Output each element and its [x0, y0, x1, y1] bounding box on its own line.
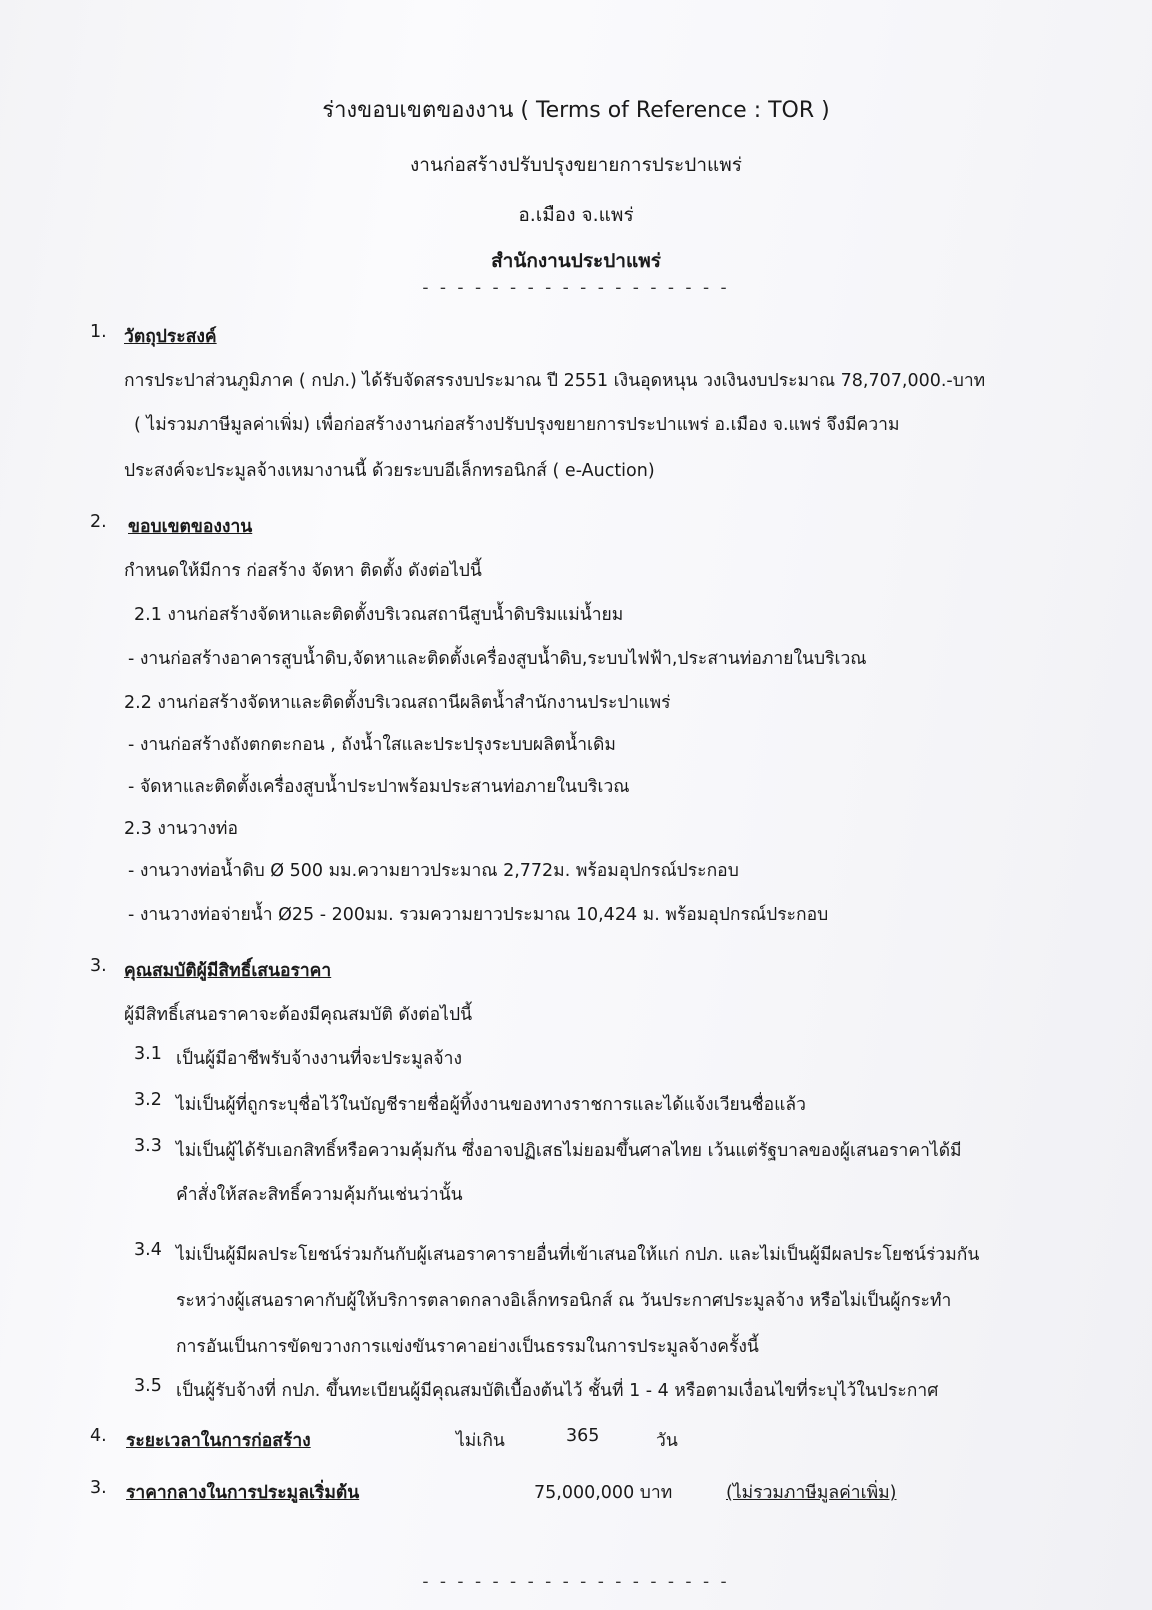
document-title: ร่างขอบเขตของงาน ( Terms of Reference : TOR ) — [322, 98, 830, 123]
section-5-number: 3. — [90, 1478, 107, 1498]
section-1-title: วัตถุประสงค์ — [124, 327, 217, 347]
section-4-title: ระยะเวลาในการก่อสร้าง — [126, 1431, 311, 1451]
section-2-item: - งานก่อสร้างถังตกตะกอน , ถังน้ำใสและประปรุงระบบผลิตน้ำเดิม — [128, 735, 616, 755]
item-3-3-text: ไม่เป็นผู้ได้รับเอกสิทธิ์หรือความคุ้มกัน ซึ่งอาจปฏิเสธไม่ยอมขึ้นศาลไทย เว้นแต่รัฐบาลของผู้เสนอราคาได้มี — [176, 1141, 962, 1161]
section-2-title: ขอบเขตของงาน — [128, 517, 253, 537]
item-3-1-number: 3.1 — [134, 1044, 162, 1064]
duration-prefix: ไม่เกิน — [456, 1431, 505, 1451]
item-3-1-text: เป็นผู้มีอาชีพรับจ้างงานที่จะประมูลจ้าง — [176, 1049, 463, 1069]
section-1-number: 1. — [90, 322, 107, 342]
section-2-number: 2. — [90, 512, 107, 532]
section-2-item: - งานวางท่อน้ำดิบ Ø 500 มม.ความยาวประมาณ 2,772ม. พร้อมอุปกรณ์ประกอบ — [128, 861, 739, 881]
section-2-item: - งานก่อสร้างอาคารสูบน้ำดิบ,จัดหาและติดตั้งเครื่องสูบน้ำดิบ,ระบบไฟฟ้า,ประสานท่อภายในบริเวณ — [128, 649, 867, 669]
footer-divider: - - - - - - - - - - - - - - - - - - — [422, 1572, 730, 1592]
section-1-line: ( ไม่รวมภาษีมูลค่าเพิ่ม) เพื่อก่อสร้างงานก่อสร้างปรับปรุงขยายการประปาแพร่ อ.เมือง จ.แพร่ จึงมีความ — [134, 415, 900, 435]
section-2-item: 2.2 งานก่อสร้างจัดหาและติดตั้งบริเวณสถานีผลิตน้ำสำนักงานประปาแพร่ — [124, 693, 671, 713]
section-3-title: คุณสมบัติผู้มีสิทธิ์เสนอราคา — [124, 961, 332, 981]
section-2-item: - จัดหาและติดตั้งเครื่องสูบน้ำประปาพร้อมประสานท่อภายในบริเวณ — [128, 777, 630, 797]
vat-note: (ไม่รวมภาษีมูลค่าเพิ่ม) — [726, 1483, 897, 1503]
project-location: อ.เมือง จ.แพร่ — [518, 204, 634, 226]
item-3-3-number: 3.3 — [134, 1136, 162, 1156]
duration-value: 365 — [566, 1426, 600, 1446]
item-3-4-text: ไม่เป็นผู้มีผลประโยชน์ร่วมกันกับผู้เสนอราคารายอื่นที่เข้าเสนอให้แก่ กปภ. และไม่เป็นผู้มีผลประโยชน์ร่วมกัน — [176, 1245, 980, 1265]
reference-price: 75,000,000 บาท — [534, 1483, 673, 1503]
duration-unit: วัน — [656, 1431, 678, 1451]
section-2-intro: กำหนดให้มีการ ก่อสร้าง จัดหา ติดตั้ง ดังต่อไปนี้ — [124, 561, 482, 581]
item-3-2-number: 3.2 — [134, 1090, 162, 1110]
section-2-item: 2.3 งานวางท่อ — [124, 819, 238, 839]
section-2-item: 2.1 งานก่อสร้างจัดหาและติดตั้งบริเวณสถานีสูบน้ำดิบริมแม่น้ำยม — [134, 605, 624, 625]
item-3-5-text: เป็นผู้รับจ้างที่ กปภ. ขึ้นทะเบียนผู้มีคุณสมบัติเบื้องต้นไว้ ชั้นที่ 1 - 4 หรือตามเงื่อนไขที่ระบุไว้ในประกาศ — [176, 1381, 939, 1401]
item-3-4-text: ระหว่างผู้เสนอราคากับผู้ให้บริการตลาดกลางอิเล็กทรอนิกส์ ณ วันประกาศประมูลจ้าง หรือไม่เป็นผู้กระทำ — [176, 1291, 952, 1311]
office-name: สำนักงานประปาแพร่ — [491, 250, 661, 272]
section-3-intro: ผู้มีสิทธิ์เสนอราคาจะต้องมีคุณสมบัติ ดังต่อไปนี้ — [124, 1005, 473, 1025]
header-divider: - - - - - - - - - - - - - - - - - - — [422, 278, 730, 298]
item-3-4-text: การอันเป็นการขัดขวางการแข่งขันราคาอย่างเป็นธรรมในการประมูลจ้างครั้งนี้ — [176, 1337, 759, 1357]
section-4-number: 4. — [90, 1426, 107, 1446]
section-5-title: ราคากลางในการประมูลเริ่มต้น — [126, 1483, 360, 1503]
item-3-4-number: 3.4 — [134, 1240, 162, 1260]
section-3-number: 3. — [90, 956, 107, 976]
item-3-2-text: ไม่เป็นผู้ที่ถูกระบุชื่อไว้ในบัญชีรายชื่อผู้ทิ้งงานของทางราชการและได้แจ้งเวียนชื่อแล้ว — [176, 1095, 806, 1115]
section-1-line: การประปาส่วนภูมิภาค ( กปภ.) ได้รับจัดสรรงบประมาณ ปี 2551 เงินอุดหนุน วงเงินงบประมาณ 78,707,000.-บาท — [124, 371, 986, 391]
section-1-line: ประสงค์จะประมูลจ้างเหมางานนี้ ด้วยระบบอีเล็กทรอนิกส์ ( e-Auction) — [124, 461, 655, 481]
item-3-5-number: 3.5 — [134, 1376, 162, 1396]
project-name: งานก่อสร้างปรับปรุงขยายการประปาแพร่ — [410, 154, 742, 176]
item-3-3-text: คำสั่งให้สละสิทธิ์ความคุ้มกันเช่นว่านั้น — [176, 1185, 463, 1205]
section-2-item: - งานวางท่อจ่ายน้ำ Ø25 - 200มม. รวมความยาวประมาณ 10,424 ม. พร้อมอุปกรณ์ประกอบ — [128, 905, 829, 925]
